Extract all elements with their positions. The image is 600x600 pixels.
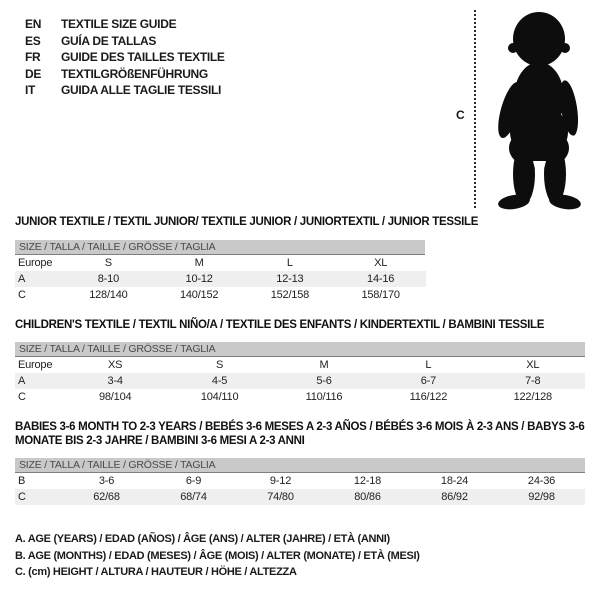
size-value: 3-6 xyxy=(98,475,115,487)
size-value: 104/110 xyxy=(200,391,239,403)
size-value: M xyxy=(194,256,204,269)
size-value: 74/80 xyxy=(267,491,294,503)
size-table-junior xyxy=(15,216,585,303)
table-row xyxy=(15,287,426,303)
size-value: XL xyxy=(526,359,540,371)
size-tables xyxy=(15,216,585,581)
size-value: 62/68 xyxy=(93,491,120,503)
size-value: S xyxy=(104,256,112,269)
size-value: XS xyxy=(108,359,123,371)
size-value: 128/140 xyxy=(89,288,128,301)
language-title: GUIDE DES TAILLES TEXTILE xyxy=(61,50,225,64)
size-header-bar: SIZE / TALLA / TAILLE / GRÖSSE / TAGLIA xyxy=(15,458,585,473)
table-row xyxy=(15,357,585,373)
children-size-table xyxy=(15,357,585,405)
size-value: M xyxy=(319,359,329,371)
size-value: 6-7 xyxy=(420,375,437,387)
language-row xyxy=(25,66,225,83)
language-code: ES xyxy=(25,33,41,48)
size-value: 116/122 xyxy=(409,391,448,403)
table-row xyxy=(15,373,585,389)
size-value: L xyxy=(425,359,432,371)
table-title: BABIES 3-6 MONTH TO 2-3 YEARS / BEBÉS 3-6 MESES A 2-3 AÑOS / BÉBÉS 3-6 MOIS À 2-3 ANS / BABYS 3-6 MONATE BIS 2-3 JAHRE / BAMBINI 3-6 MESI A 2-3 ANNI xyxy=(15,421,585,447)
size-value: 140/152 xyxy=(179,288,219,301)
size-value: 12-13 xyxy=(276,272,304,285)
size-value: 92/98 xyxy=(528,491,555,503)
footnote-b: B. AGE (MONTHS) / EDAD (MESES) / ÂGE (MOIS) / ALTER (MONATE) / ETÀ (MESI) xyxy=(15,549,420,562)
size-value: 14-16 xyxy=(367,272,395,285)
size-value: 68/74 xyxy=(180,491,207,503)
footnote-c: C. (cm) HEIGHT / ALTURA / HAUTEUR / HÖHE / ALTEZZA xyxy=(15,566,297,578)
size-value: XL xyxy=(374,256,388,269)
language-row xyxy=(25,33,225,50)
size-value: 98/104 xyxy=(98,391,132,403)
language-code: IT xyxy=(25,83,36,97)
size-value: 110/116 xyxy=(305,391,343,403)
language-code: FR xyxy=(25,50,41,64)
language-row xyxy=(25,16,225,33)
size-value: 24-36 xyxy=(527,475,556,487)
footnotes xyxy=(15,531,585,581)
row-label: B xyxy=(18,475,26,487)
size-value: 86/92 xyxy=(441,491,468,503)
size-value: 80/86 xyxy=(354,491,381,503)
baby-silhouette-image xyxy=(488,8,594,214)
height-label-c: C xyxy=(456,108,465,122)
size-value: 4-5 xyxy=(211,375,228,387)
table-title: CHILDREN'S TEXTILE / TEXTIL NIÑO/A / TEXTILE DES ENFANTS / KINDERTEXTIL / BAMBINI TESSILE xyxy=(15,318,545,331)
language-code: EN xyxy=(25,17,42,31)
size-value: 5-6 xyxy=(316,375,332,387)
table-title: JUNIOR TEXTILE / TEXTIL JUNIOR/ TEXTILE JUNIOR / JUNIORTEXTIL / JUNIOR TESSILE xyxy=(15,216,479,228)
language-title: TEXTILGRÖßENFÜHRUNG xyxy=(61,66,208,81)
footnote-a: A. AGE (YEARS) / EDAD (AÑOS) / ÂGE (ANS) / ALTER (JAHRE) / ETÀ (ANNI) xyxy=(15,533,390,545)
row-label: A xyxy=(18,272,26,285)
row-label: C xyxy=(18,491,26,503)
table-row xyxy=(15,473,585,489)
size-value: 9-12 xyxy=(269,475,292,487)
size-value: 18-24 xyxy=(440,475,469,487)
size-value: 6-9 xyxy=(185,475,202,487)
size-value: 10-12 xyxy=(185,272,213,285)
height-measure-line xyxy=(474,10,476,208)
language-header xyxy=(25,16,225,99)
table-row xyxy=(15,389,585,405)
size-value: 7-8 xyxy=(525,375,541,387)
language-row xyxy=(25,82,225,99)
junior-size-table xyxy=(15,255,426,303)
language-title: GUIDA ALLE TAGLIE TESSILI xyxy=(61,83,222,97)
table-row xyxy=(15,255,426,271)
size-value: 158/170 xyxy=(361,288,400,301)
size-value: 8-10 xyxy=(97,272,119,285)
language-title: TEXTILE SIZE GUIDE xyxy=(61,17,177,31)
language-row xyxy=(25,49,225,66)
language-code: DE xyxy=(25,66,42,81)
size-header-bar: SIZE / TALLA / TAILLE / GRÖSSE / TAGLIA xyxy=(15,240,425,255)
table-row xyxy=(15,271,426,287)
size-value: 122/128 xyxy=(513,391,552,403)
table-row xyxy=(15,489,585,505)
height-figure xyxy=(450,8,595,214)
row-label: C xyxy=(18,391,26,403)
size-value: 3-4 xyxy=(107,375,123,387)
size-table-children xyxy=(15,319,585,406)
row-label: C xyxy=(18,288,26,301)
row-label: Europe xyxy=(18,359,53,371)
size-value: 152/158 xyxy=(270,288,310,301)
babies-size-table xyxy=(15,473,585,505)
row-label: Europe xyxy=(18,256,53,269)
size-value: 12-18 xyxy=(353,475,382,487)
size-value: L xyxy=(286,256,293,269)
size-value: S xyxy=(216,359,224,371)
language-title: GUÍA DE TALLAS xyxy=(61,33,157,48)
row-label: A xyxy=(18,375,26,387)
size-table-babies xyxy=(15,421,585,505)
size-header-bar: SIZE / TALLA / TAILLE / GRÖSSE / TAGLIA xyxy=(15,342,585,357)
